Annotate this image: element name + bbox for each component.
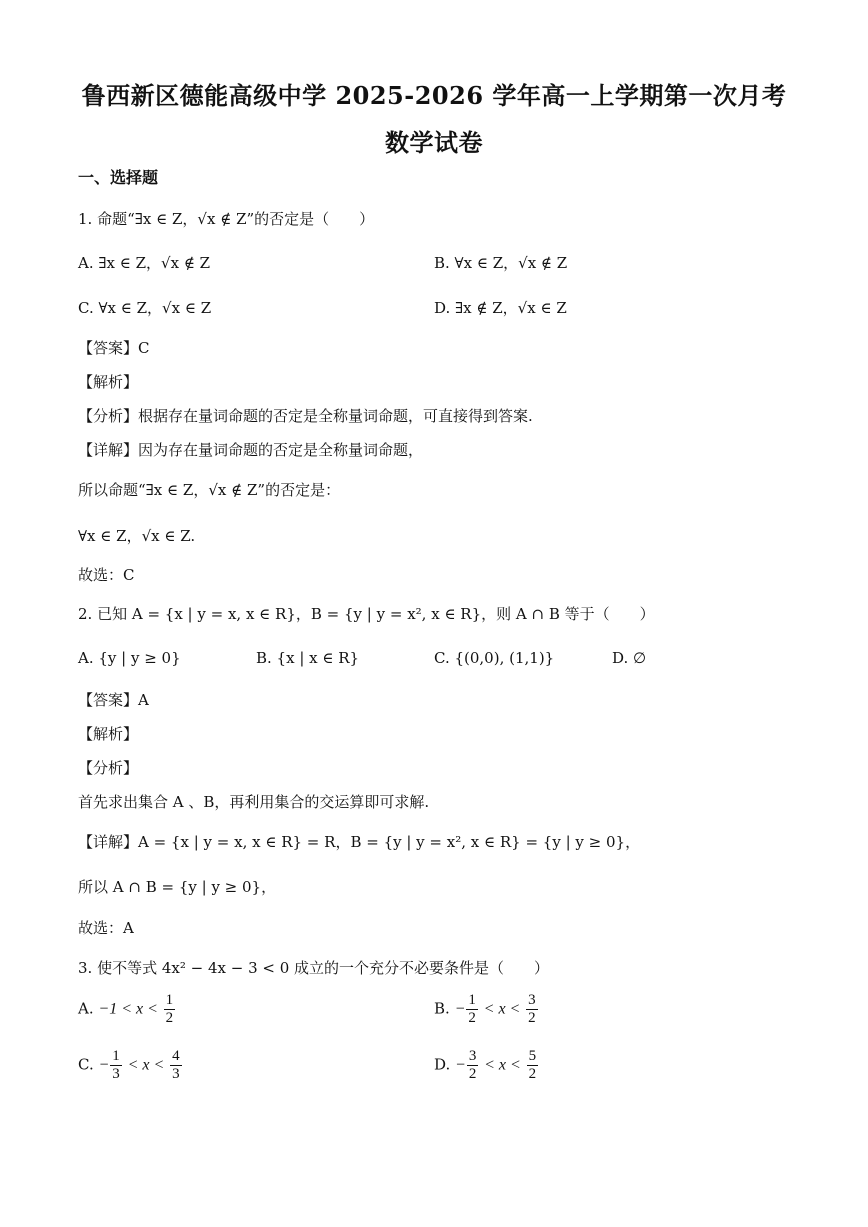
section-heading: 一、选择题 — [78, 168, 159, 187]
q3-option-c-lhs-fraction — [110, 1048, 122, 1083]
q2-answer: 【答案】A — [78, 691, 149, 709]
q2-option-d: D. ∅ — [612, 649, 647, 667]
q3-option-b-num: 3 — [528, 992, 536, 1008]
q1-choose: 故选：C — [78, 566, 135, 584]
q1-option-a: A. ∃x ∈ Z，√x ∉ Z — [78, 254, 211, 272]
q2-analysis-label: 【解析】 — [78, 725, 139, 743]
q1-xiangjie: 【详解】因为存在量词命题的否定是全称量词命题， — [78, 441, 424, 459]
q3-option-b-den: 2 — [528, 1010, 536, 1026]
q3-option-d-den: 2 — [528, 1066, 537, 1082]
q3-option-a-num: 1 — [165, 992, 174, 1008]
page-subtitle: 数学试卷 — [385, 128, 483, 157]
q3-option-b-lhs-den: 2 — [468, 1010, 476, 1026]
q2-fenxi-text: 首先求出集合 A 、B，再利用集合的交运算即可求解. — [78, 793, 430, 811]
q3-option-c-num: 4 — [172, 1048, 180, 1064]
q3-option-c — [78, 1048, 183, 1083]
q3-option-c-lhs-den: 3 — [112, 1066, 120, 1082]
q1-line3: ∀x ∈ Z，√x ∈ Z. — [78, 527, 196, 545]
q3-option-b-label: B. — [434, 999, 450, 1018]
q3-option-a-den: 2 — [165, 1010, 174, 1026]
q3-option-d-lhs-den: 2 — [468, 1066, 477, 1082]
q3-option-c-den: 3 — [172, 1066, 180, 1082]
q3-option-b-rhs-fraction — [526, 992, 538, 1027]
q3-option-d-minus: − — [455, 1056, 466, 1074]
q2-option-a: A. {y | y ≥ 0} — [78, 649, 181, 667]
q2-xiangjie: 【详解】A = {x | y = x, x ∈ R} = R，B = {y | y = x², x ∈ R} = {y | y ≥ 0}， — [78, 833, 641, 851]
q3-option-c-rhs-fraction — [170, 1048, 182, 1083]
q3-option-a-fraction — [164, 992, 176, 1027]
q1-option-c: C. ∀x ∈ Z，√x ∈ Z — [78, 299, 212, 317]
q3-option-b-mid: < x < — [483, 1000, 521, 1018]
q3-option-b — [434, 992, 539, 1027]
q2-fenxi-label: 【分析】 — [78, 759, 139, 777]
q3-option-d-mid: < x < — [484, 1056, 521, 1074]
q1-stem: 1. 命题“∃x ∈ Z，√x ∉ Z”的否定是（ ） — [78, 210, 375, 228]
q3-option-b-lhs-num: 1 — [468, 992, 476, 1008]
q3-stem: 3. 使不等式 4x² − 4x − 3 < 0 成立的一个充分不必要条件是（ ） — [78, 959, 550, 977]
q2-choose: 故选：A — [78, 919, 134, 937]
q3-option-d-lhs-fraction — [467, 1048, 479, 1083]
q2-option-c: C. {(0,0), (1,1)} — [434, 649, 555, 667]
q1-option-b: B. ∀x ∈ Z，√x ∉ Z — [434, 254, 568, 272]
q3-option-d-rhs-fraction — [527, 1048, 539, 1083]
q1-fenxi: 【分析】根据存在量词命题的否定是全称量词命题，可直接得到答案. — [78, 407, 533, 425]
q3-option-c-lhs-num: 1 — [112, 1048, 120, 1064]
q3-option-a-label: A. — [78, 999, 94, 1018]
q3-option-d-label: D. — [434, 1055, 451, 1074]
q3-option-d-lhs-num: 3 — [468, 1048, 477, 1064]
q3-option-b-lhs-fraction — [466, 992, 478, 1027]
q2-stem: 2. 已知 A = {x | y = x, x ∈ R}，B = {y | y = x², x ∈ R}，则 A ∩ B 等于（ ） — [78, 605, 655, 623]
q1-line2: 所以命题“∃x ∈ Z，√x ∉ Z”的否定是： — [78, 481, 341, 499]
q1-answer: 【答案】C — [78, 339, 150, 357]
q1-option-d: D. ∃x ∉ Z，√x ∈ Z — [434, 299, 567, 317]
q3-option-a-expr: −1 < x < — [98, 1000, 158, 1018]
q1-analysis-label: 【解析】 — [78, 373, 139, 391]
q3-option-a — [78, 992, 176, 1027]
q2-option-b: B. {x | x ∈ R} — [256, 649, 360, 667]
q3-option-d-num: 5 — [528, 1048, 537, 1064]
q3-option-c-mid: < x < — [127, 1056, 165, 1074]
q3-option-b-minus: − — [454, 1000, 466, 1018]
q3-option-c-minus: − — [98, 1056, 110, 1074]
q2-line2: 所以 A ∩ B = {y | y ≥ 0}， — [78, 878, 277, 896]
q3-option-d — [434, 1048, 539, 1083]
q3-option-c-label: C. — [78, 1055, 94, 1074]
page-title: 鲁西新区德能高级中学 2025-2026 学年高一上学期第一次月考 — [81, 81, 787, 110]
